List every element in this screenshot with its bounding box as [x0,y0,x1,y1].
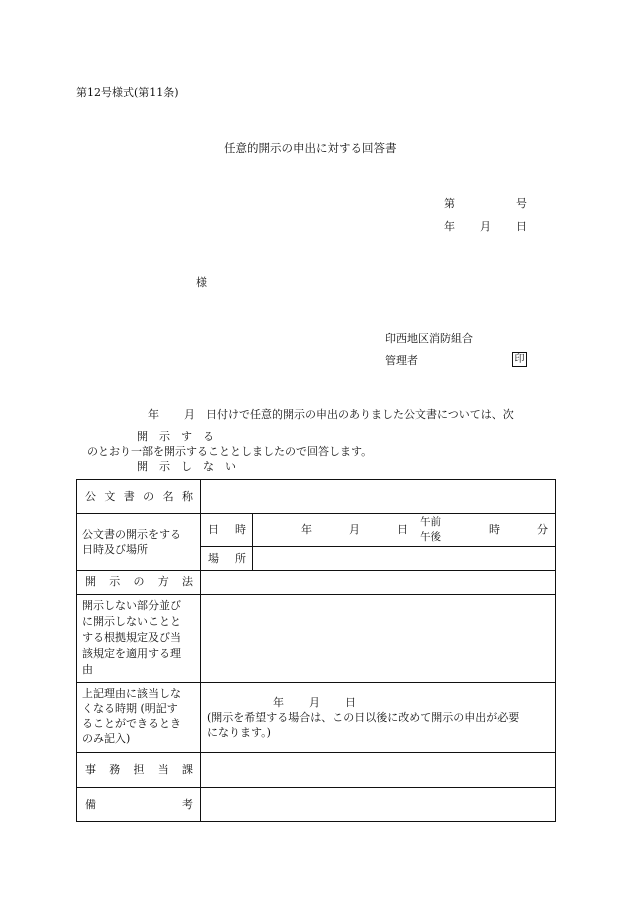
seal-stamp: 印 [512,352,527,367]
period-month: 月 [309,696,320,709]
doc-number-suffix: 号 [516,197,527,210]
datetime-year: 年 [301,523,312,536]
method-label: 開 示 の 方 法 [85,575,193,588]
datetime-pm: 午後 [420,531,441,543]
seal-mark [512,352,527,367]
doc-name-value[interactable] [201,480,555,513]
reason-label-4: 該規定を適用する理 [82,647,181,660]
doc-name-label: 公 文 書 の 名 称 [85,490,193,503]
body-line2: のとおり一部を開示することとしましたので回答します。 [87,445,373,458]
date-month: 月 [480,220,491,233]
reason-label-1: 開示しない部分並び [82,599,181,612]
datetime-hour: 時 [489,523,500,536]
period-note-2: になります。) [207,726,271,739]
office-value[interactable] [201,753,555,787]
reason-label-3: する根拠規定及び当 [82,631,181,644]
place-value[interactable] [253,547,555,570]
period-label-3: ることができるとき [82,717,181,730]
datetime-place-label-1: 公文書の開示をする [82,528,181,541]
sender-org: 印西地区消防組合 [385,332,473,345]
method-value[interactable] [201,571,555,594]
office-label: 事 務 担 当 課 [85,763,193,776]
form-number: 第12号様式(第11条) [76,86,179,99]
remarks-value[interactable] [201,788,555,821]
datetime-am: 午前 [420,516,441,528]
period-day: 日 [345,696,356,709]
period-year: 年 [273,696,284,709]
datetime-label: 日 時 [208,523,246,536]
body-month: 月 [184,408,195,421]
option-not-disclose: 開 示 し な い [137,460,236,473]
date-day: 日 [516,220,527,233]
remarks-label: 備 考 [85,798,193,811]
body-line1: 日付けで任意的開示の申出のありました公文書については、次 [206,408,514,421]
option-disclose: 開 示 す る [137,430,214,443]
period-note-1: (開示を希望する場合は、この日以後に改めて開示の申出が必要 [207,711,520,724]
datetime-minute: 分 [537,523,548,536]
place-label: 場 所 [208,552,246,565]
period-label-1: 上記理由に該当しな [82,687,181,700]
doc-number-prefix: 第 [444,197,455,210]
body-year: 年 [148,408,159,421]
period-label-2: くなる時期 (明記す [82,702,178,715]
date-year: 年 [444,220,455,233]
datetime-month: 月 [349,523,360,536]
reason-label-5: 由 [82,663,93,676]
period-label-4: のみ記入) [82,732,131,745]
datetime-day: 日 [397,523,408,536]
reason-label-2: に開示しないことと [82,615,181,628]
form-table [76,479,556,822]
addressee-suffix: 様 [196,276,207,289]
sender-role: 管理者 [385,354,418,367]
datetime-place-label-2: 日時及び場所 [82,543,148,556]
page-title: 任意的開示の申出に対する回答書 [224,141,397,155]
reason-value[interactable] [201,595,555,682]
